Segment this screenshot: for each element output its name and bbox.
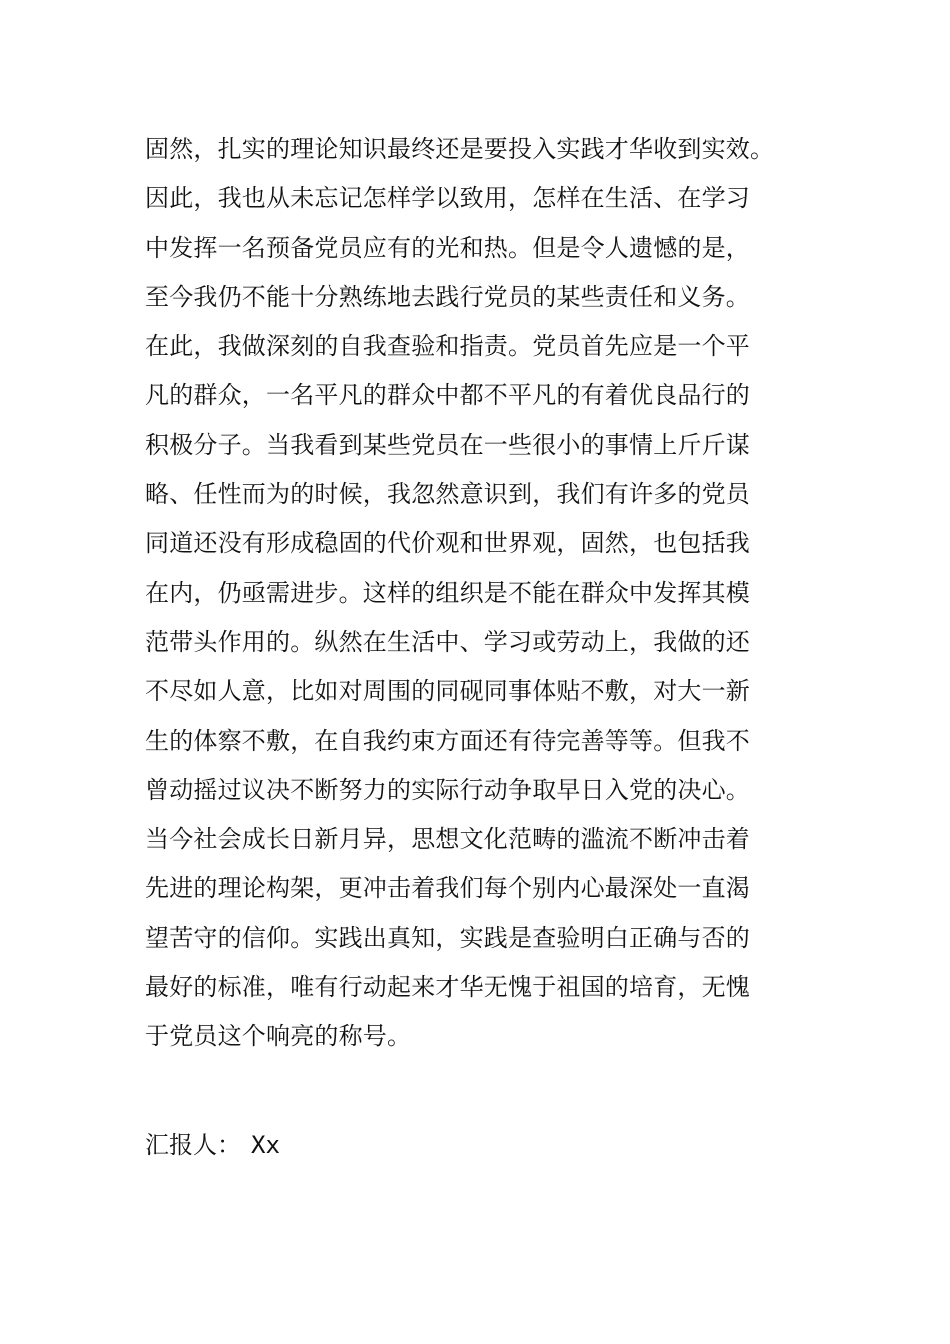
body-line: 生的体察不敷，在自我约束方面还有待完善等等。但我不	[145, 726, 750, 755]
body-line: 先进的理论构架，更冲击着我们每个别内心最深处一直渴	[145, 874, 750, 903]
body-line: 同道还没有形成稳固的代价观和世界观，固然，也包括我	[145, 529, 750, 558]
report-body	[145, 125, 845, 1062]
body-line: 在此，我做深刻的自我查验和指责。党员首先应是一个平	[145, 332, 750, 361]
signature-name: Xx	[251, 1131, 280, 1159]
body-line: 因此，我也从未忘记怎样学以致用，怎样在生活、在学习	[145, 184, 750, 213]
body-line: 积极分子。当我看到某些党员在一些很小的事情上斤斤谋	[145, 430, 750, 459]
body-line: 在内，仍亟需进步。这样的组织是不能在群众中发挥其模	[145, 578, 750, 607]
body-line: 于党员这个响亮的称号。	[145, 1022, 412, 1051]
body-line: 范带头作用的。纵然在生活中、学习或劳动上，我做的还	[145, 627, 750, 656]
signature-label: 汇报人：	[145, 1131, 241, 1159]
body-line: 不尽如人意，比如对周围的同砚同事体贴不敷，对大一新	[145, 677, 750, 706]
body-line: 凡的群众，一名平凡的群众中都不平凡的有着优良品行的	[145, 381, 750, 410]
body-line: 望苦守的信仰。实践出真知，实践是查验明白正确与否的	[145, 923, 750, 952]
body-line: 中发挥一名预备党员应有的光和热。但是令人遗憾的是，	[145, 233, 750, 262]
body-line: 固然，扎实的理论知识最终还是要投入实践才华收到实效。	[145, 135, 775, 163]
body-line: 最好的标准，唯有行动起来才华无愧于祖国的培育，无愧	[145, 973, 750, 1002]
body-line: 至今我仍不能十分熟练地去践行党员的某些责任和义务。	[145, 282, 750, 311]
body-line: 略、任性而为的时候，我忽然意识到，我们有许多的党员	[145, 480, 750, 509]
body-line: 曾动摇过议决不断努力的实际行动争取早日入党的决心。	[145, 775, 750, 804]
body-line: 当今社会成长日新月异，思想文化范畴的滥流不断冲击着	[145, 825, 750, 854]
signature-line	[145, 1123, 280, 1167]
